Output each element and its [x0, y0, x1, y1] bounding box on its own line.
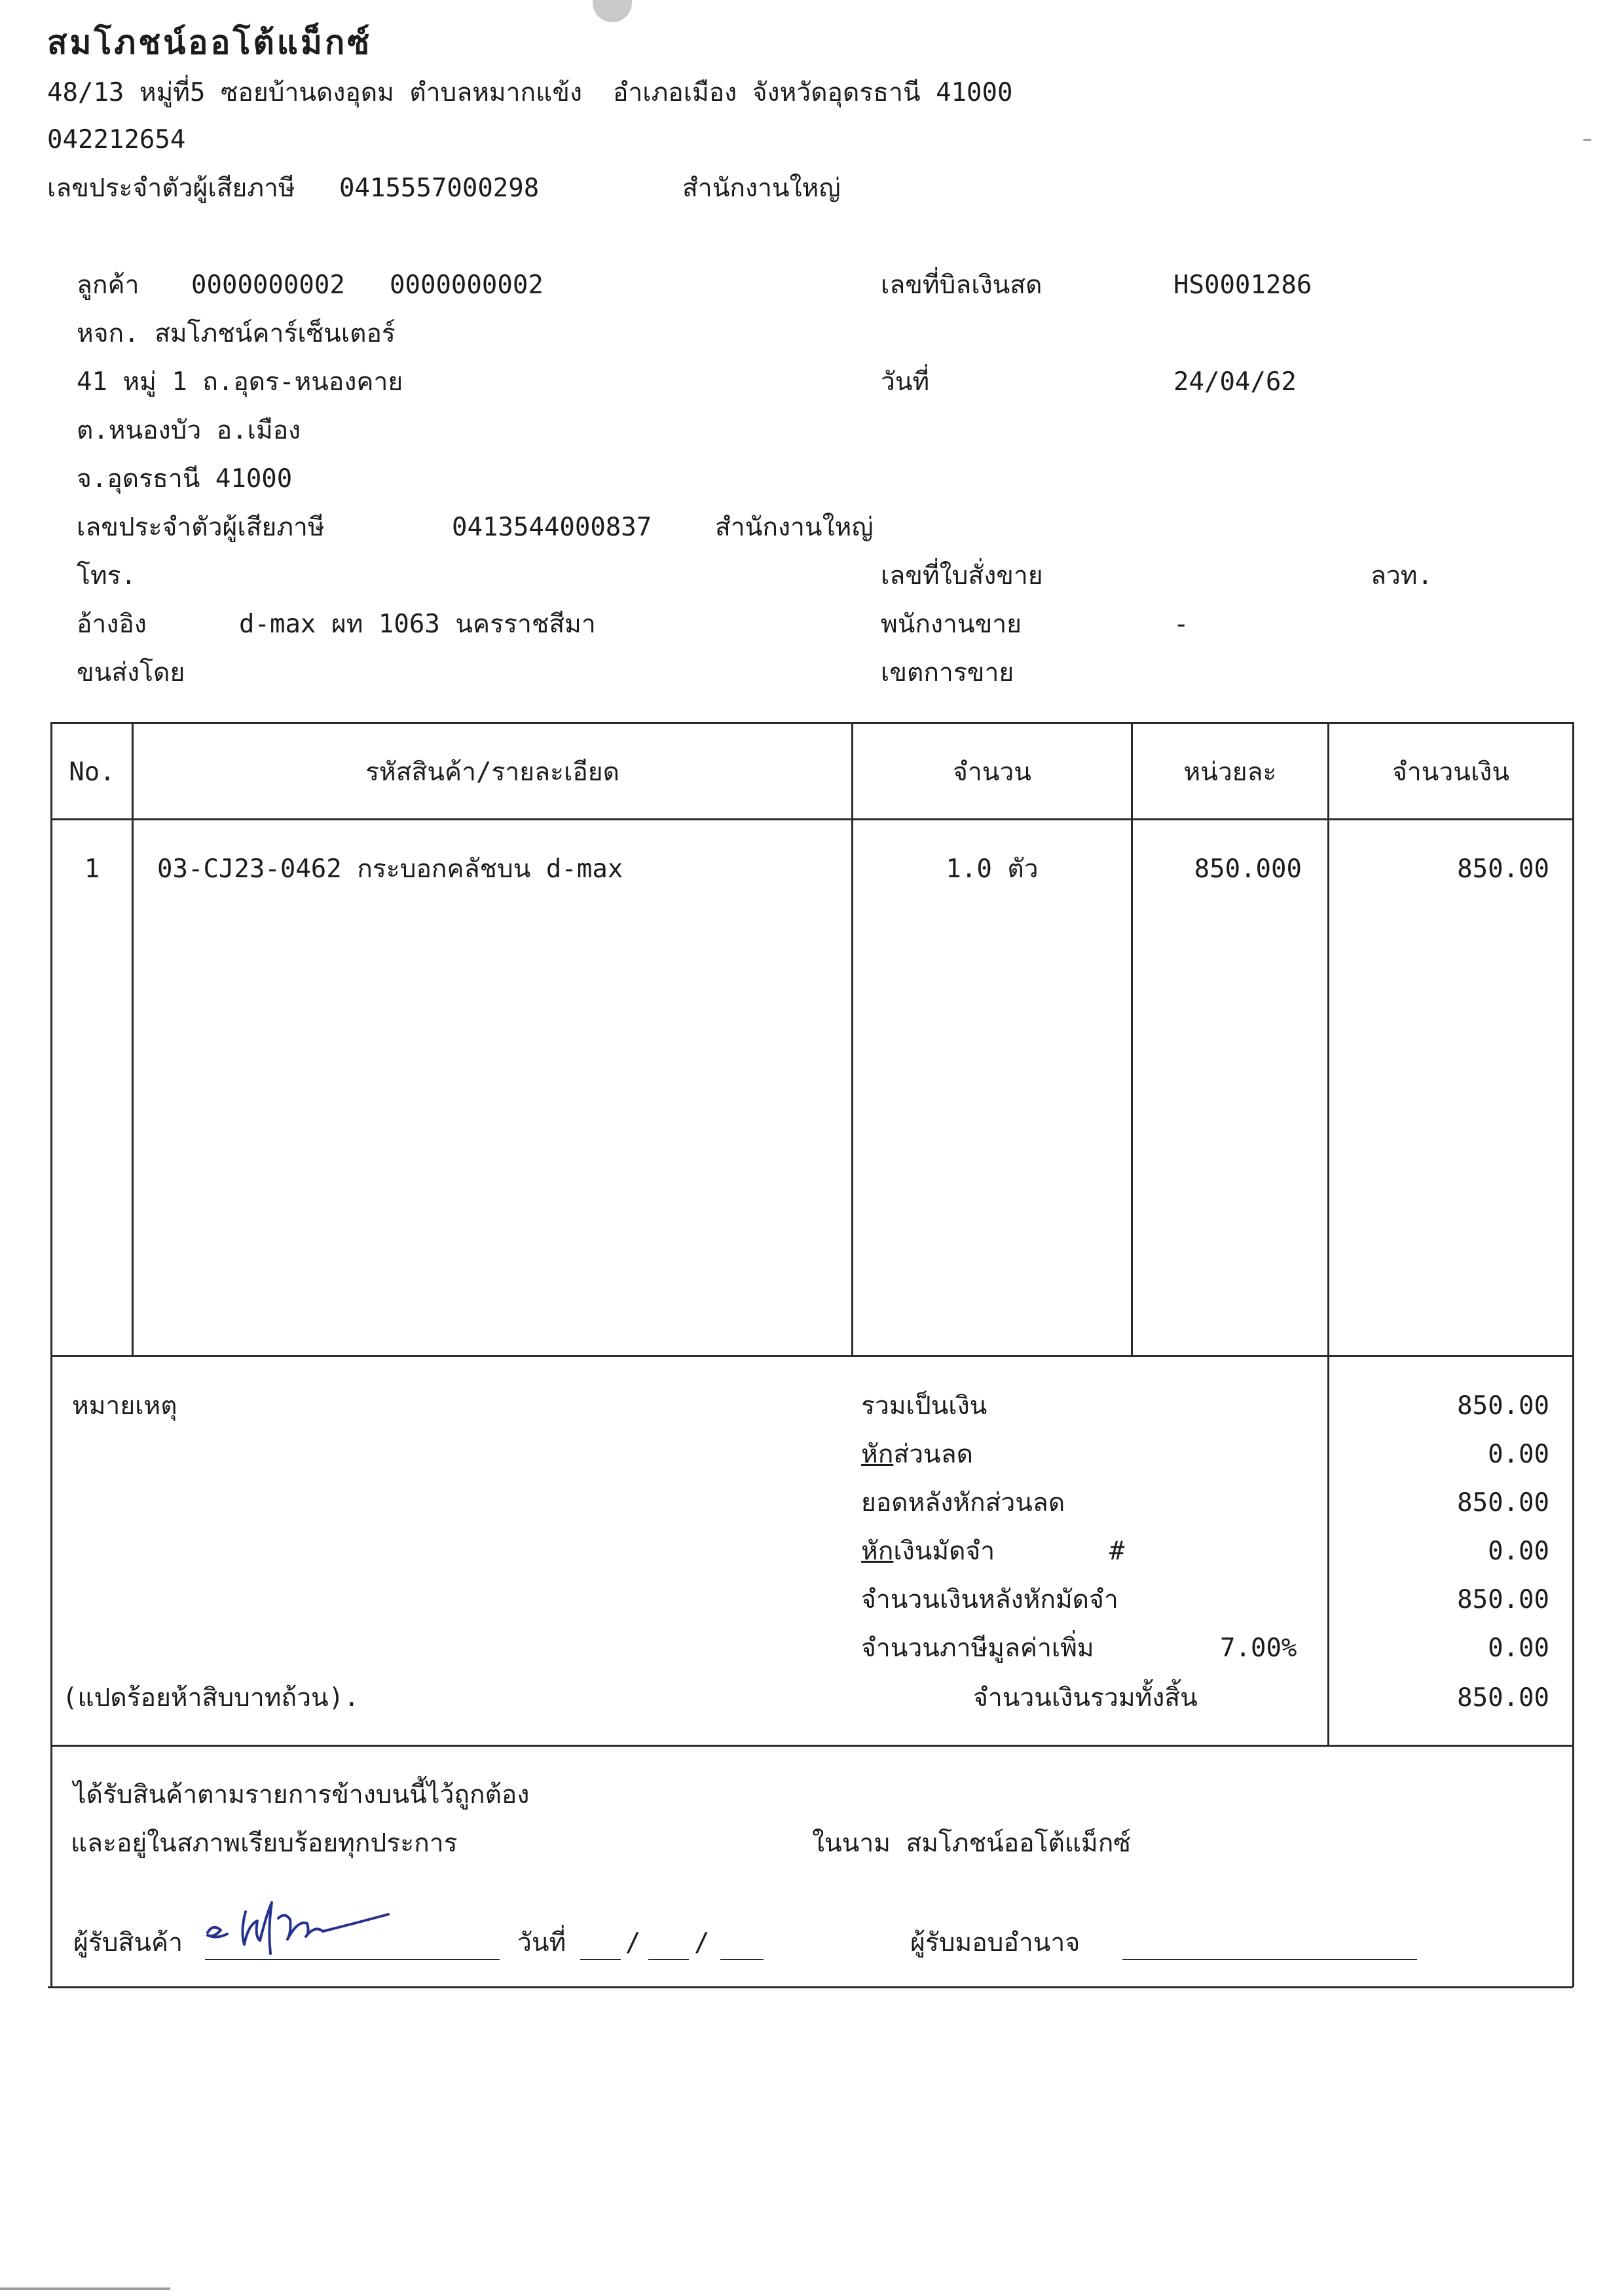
reference-label: อ้างอิง — [77, 610, 147, 639]
salesman-value: - — [1173, 610, 1189, 639]
company-address: 48/13 หมู่ที่5 ซอยบ้านดงอุดม ตำบลหมากแข้ง อำเภอเมือง จังหวัดอุดรธานี 41000 — [47, 78, 1013, 107]
customer-tax-id: 0413544000837 — [452, 513, 652, 542]
authorized-label: ผู้รับมอบอำนาจ — [910, 1928, 1080, 1958]
salesman-label: พนักงานขาย — [881, 610, 1022, 639]
sales-order-value: ลวท. — [1371, 561, 1433, 591]
bill-number-value: HS0001286 — [1173, 270, 1312, 300]
vat-label: จำนวนภาษีมูลค่าเพิ่ม — [861, 1633, 1094, 1663]
receive-date-day-blank — [580, 1959, 621, 1960]
receive-date-year-blank — [720, 1959, 764, 1960]
row-amount: 850.00 — [1457, 854, 1549, 884]
subtotal-label: รวมเป็นเงิน — [861, 1391, 987, 1421]
header-quantity: จำนวน — [953, 757, 1031, 787]
remark-label: หมายเหตุ — [72, 1391, 177, 1421]
bill-date-label: วันที่ — [881, 367, 930, 397]
customer-address-2: ต.หนองบัว อ.เมือง — [77, 416, 301, 445]
company-phone: 042212654 — [47, 125, 186, 155]
row-unit-price: 850.000 — [1194, 854, 1302, 884]
receiver-signature — [200, 1886, 462, 1964]
customer-address-3: จ.อุดรธานี 41000 — [77, 464, 293, 494]
row-quantity: 1.0 ตัว — [946, 854, 1039, 884]
deposit-label-suffix: เงินมัดจำ — [893, 1537, 995, 1566]
staple-mark — [593, 0, 632, 22]
sales-area-label: เขตการขาย — [881, 658, 1014, 687]
after-discount-label: ยอดหลังหักส่วนลด — [861, 1488, 1065, 1518]
scan-edge — [0, 2287, 170, 2290]
discount-label-suffix: ส่วนลด — [893, 1440, 973, 1469]
customer-label: ลูกค้า — [77, 270, 139, 300]
company-branch: สำนักงานใหญ่ — [682, 173, 841, 203]
sales-order-label: เลขที่ใบสั่งขาย — [881, 561, 1043, 591]
discount-label — [861, 1442, 973, 1467]
on-behalf-of: ในนาม สมโภชน์ออโต้แม็กซ์ — [812, 1829, 1131, 1858]
after-deposit-label: จำนวนเงินหลังหักมัดจำ — [861, 1585, 1118, 1614]
customer-tax-label: เลขประจำตัวผู้เสียภาษี — [77, 513, 325, 542]
deposit-value: 0.00 — [1488, 1537, 1549, 1566]
receive-date-month-blank — [648, 1959, 689, 1960]
receive-date-label: วันที่ — [517, 1928, 566, 1958]
company-tax-label: เลขประจำตัวผู้เสียภาษี — [47, 173, 295, 203]
after-discount-value: 850.00 — [1457, 1488, 1549, 1518]
deposit-hash: # — [1109, 1537, 1125, 1566]
bill-number-label: เลขที่บิลเงินสด — [881, 270, 1043, 300]
row-description: 03-CJ23-0462 กระบอกคลัชบน d-max — [157, 854, 623, 884]
shipper-label: ขนส่งโดย — [77, 658, 185, 687]
deposit-label-prefix: หัก — [861, 1537, 894, 1566]
date-separator-1: / — [625, 1928, 641, 1958]
date-separator-2: / — [694, 1928, 710, 1958]
header-no: No. — [69, 757, 115, 787]
customer-address-1: 41 หมู่ 1 ถ.อุดร-หนองคาย — [77, 367, 403, 397]
customer-code-2: 0000000002 — [390, 270, 544, 300]
customer-name: หจก. สมโภชน์คาร์เซ็นเตอร์ — [77, 319, 396, 348]
header-description: รหัสสินค้า/รายละเอียด — [365, 757, 619, 787]
header-amount: จำนวนเงิน — [1392, 757, 1509, 787]
vat-rate: 7.00% — [1220, 1633, 1297, 1663]
customer-phone-label: โทร. — [77, 561, 137, 591]
after-deposit-value: 850.00 — [1457, 1585, 1549, 1614]
row-no: 1 — [84, 854, 100, 884]
grand-total-label: จำนวนเงินรวมทั้งสิ้น — [973, 1683, 1198, 1713]
reference-value: d-max ผท 1063 นครราชสีมา — [239, 610, 596, 639]
customer-code-1: 0000000002 — [191, 270, 345, 300]
customer-branch: สำนักงานใหญ่ — [715, 513, 874, 542]
receipt-confirm-line-2: และอยู่ในสภาพเรียบร้อยทุกประการ — [71, 1829, 458, 1858]
receipt-confirm-line-1: ได้รับสินค้าตามรายการข้างบนนี้ไว้ถูกต้อง — [73, 1780, 530, 1810]
deposit-label — [861, 1539, 995, 1564]
discount-value: 0.00 — [1488, 1440, 1549, 1469]
amount-in-words: (แปดร้อยห้าสิบบาทถ้วน). — [62, 1683, 360, 1713]
company-tax-id: 0415557000298 — [339, 173, 540, 203]
company-name: สมโภชน์ออโต้แม็กซ์ — [47, 24, 373, 62]
authorized-signature-line — [1122, 1959, 1417, 1960]
discount-label-prefix: หัก — [861, 1440, 894, 1469]
subtotal-value: 850.00 — [1457, 1391, 1549, 1421]
scan-speck — [1583, 139, 1591, 141]
grand-total-value: 850.00 — [1457, 1683, 1549, 1713]
header-unit-price: หน่วยละ — [1183, 757, 1277, 787]
bill-date-value: 24/04/62 — [1173, 367, 1297, 397]
receiver-label: ผู้รับสินค้า — [73, 1928, 183, 1958]
vat-value: 0.00 — [1488, 1633, 1549, 1663]
